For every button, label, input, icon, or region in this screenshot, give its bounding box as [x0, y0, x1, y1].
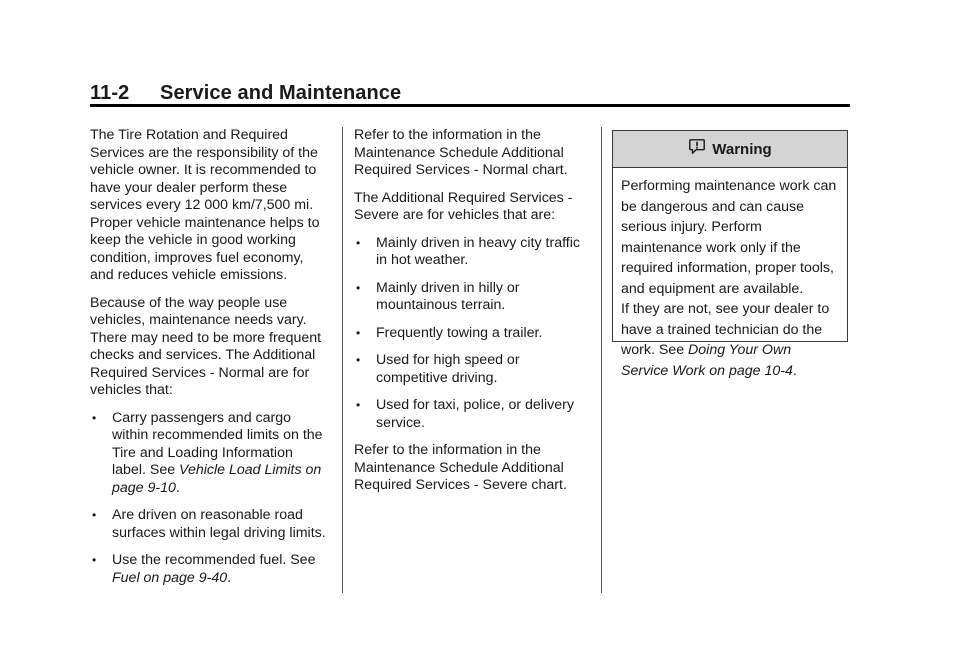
paragraph: Refer to the information in the Maintenance Schedule Additional Required Services - Severe chart.: [354, 442, 567, 493]
section-title: Service and Maintenance: [160, 82, 402, 104]
warning-title: Warning: [712, 140, 772, 158]
list-item: [354, 352, 594, 387]
list-item: [90, 410, 330, 498]
list-item-text: Are driven on reasonable road surfaces within legal driving limits.: [112, 507, 326, 541]
list-item-text: Frequently towing a trailer.: [376, 324, 543, 341]
cross-reference-link[interactable]: Doing Your Own Service Work on page 10-4: [621, 342, 793, 379]
bullet-icon: •: [356, 325, 361, 340]
column-divider: [601, 127, 602, 593]
list-item: [354, 325, 594, 343]
bullet-icon: •: [356, 280, 361, 295]
warning-text: [621, 299, 839, 381]
punctuation: .: [792, 362, 797, 379]
warning-body: [613, 168, 847, 381]
list-item: [90, 507, 330, 542]
paragraph: The Tire Rotation and Required Services are the responsibility of the vehicle owner. It is recommended to have your dealer perform these services every 12 000 km/7,500 mi. Proper vehicle maintenance helps to keep the vehicle in good working condition, improves fuel economy, and reduces vehicle emissions.: [90, 127, 320, 283]
warning-box: [612, 130, 848, 379]
cross-reference-link[interactable]: Vehicle Load Limits on page 9-10: [112, 462, 322, 496]
list-item-text: Mainly driven in hilly or mountainous terrain.: [376, 279, 520, 313]
paragraph: Because of the way people use vehicles, maintenance needs vary. There may need to be more frequent checks and services. The Additional Required Services - Normal are for vehicles that:: [90, 294, 322, 398]
column-divider: [342, 127, 343, 593]
list-item: [90, 552, 330, 587]
list-item-text: Used for high speed or competitive driving.: [376, 352, 520, 386]
header-rule: [90, 104, 850, 107]
bullet-icon: •: [92, 553, 97, 567]
column-2: [354, 127, 594, 505]
list-item-text: Use the recommended fuel. See: [112, 552, 316, 568]
bullet-icon: •: [92, 410, 97, 425]
paragraph: Refer to the information in the Maintenance Schedule Additional Required Services - Normal chart.: [354, 127, 568, 178]
warning-symbol-icon: [688, 138, 706, 156]
severe-conditions-list: [354, 235, 594, 433]
list-item: [354, 235, 594, 270]
page-number: 11-2: [90, 82, 130, 104]
list-item: [354, 280, 594, 315]
page-header: [90, 82, 401, 105]
punctuation: .: [175, 479, 180, 496]
bullet-icon: •: [356, 353, 361, 367]
list-item-text: Used for taxi, police, or delivery service.: [376, 397, 574, 431]
paragraph: The Additional Required Services - Severe are for vehicles that are:: [354, 189, 573, 223]
normal-conditions-list: [90, 410, 330, 588]
list-item: [354, 397, 594, 432]
bullet-icon: •: [92, 508, 97, 522]
list-item-text: Mainly driven in heavy city traffic in hot weather.: [376, 234, 580, 268]
column-1: [90, 127, 330, 597]
bullet-icon: •: [356, 235, 361, 250]
warning-text-part: If they are not, see your dealer to have a trained technician do the work. See: [621, 301, 830, 358]
warning-text: Performing maintenance work can be dangerous and can cause serious injury. Perform maintenance work only if the required information, proper tools, and equipment are available.: [621, 178, 837, 297]
list-item-text: Carry passengers and cargo within recommended limits on the Tire and Loading Information label. See: [112, 409, 323, 478]
punctuation: .: [227, 569, 232, 586]
bullet-icon: •: [356, 398, 361, 412]
warning-header: [613, 131, 847, 168]
cross-reference-link[interactable]: Fuel on page 9-40: [112, 569, 228, 586]
